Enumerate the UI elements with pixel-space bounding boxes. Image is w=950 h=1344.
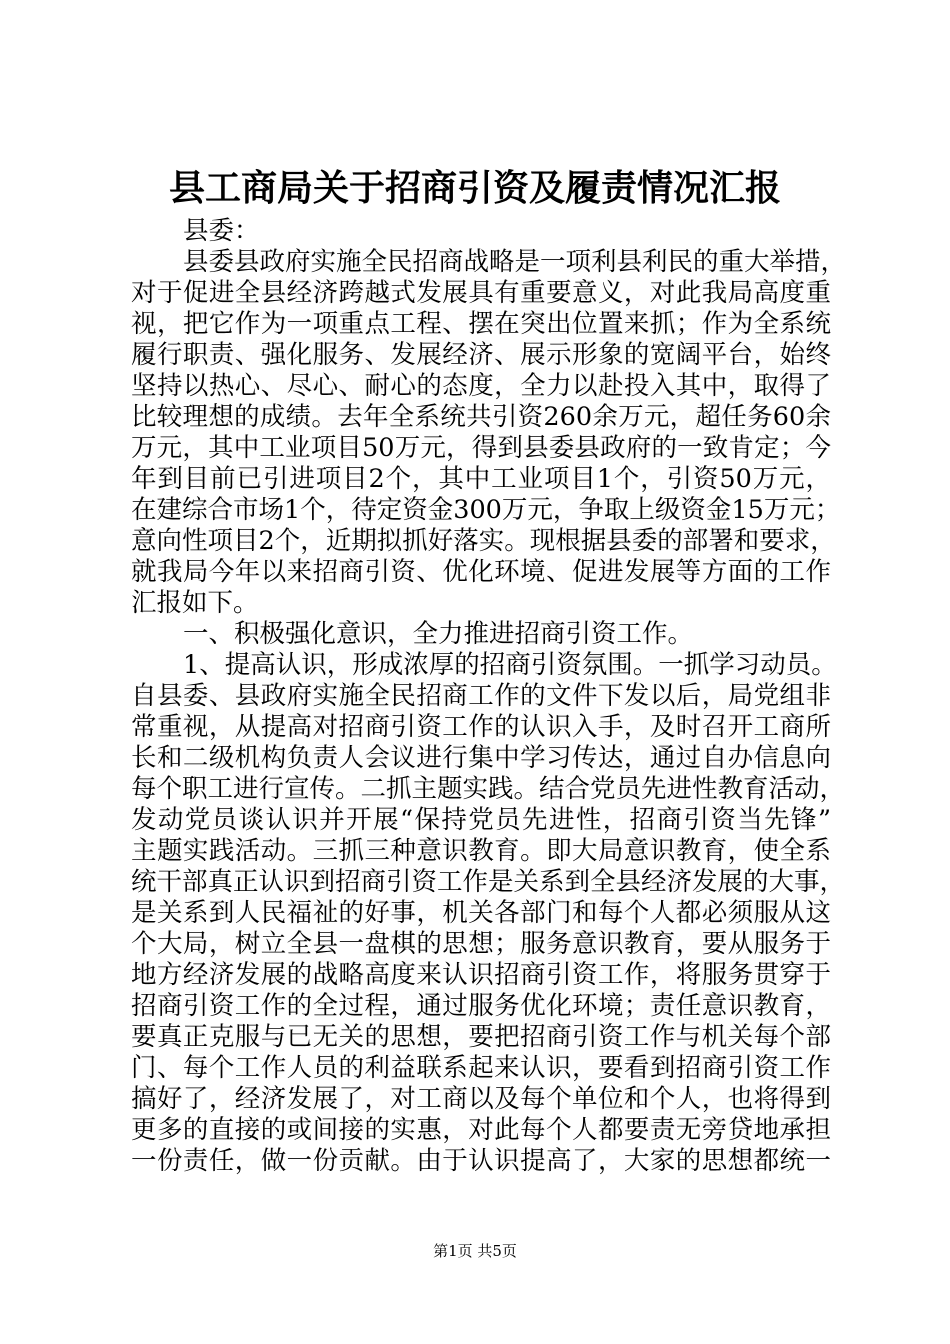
paragraph-line: 搞好了，经济发展了，对工商以及每个单位和个人，也将得到 — [131, 1084, 831, 1114]
paragraph-line: 常重视，从提高对招商引资工作的认识入手，及时召开工商所 — [131, 712, 831, 742]
paragraph-line: 地方经济发展的战略高度来认识招商引资工作，将服务贯穿于 — [131, 960, 831, 990]
paragraph-line: 对于促进全县经济跨越式发展具有重要意义，对此我局高度重 — [131, 278, 831, 308]
paragraph-line: 发动党员谈认识并开展“保持党员先进性，招商引资当先锋” — [131, 805, 831, 835]
paragraph-line: 门、每个工作人员的利益联系起来认识，要看到招商引资工作 — [131, 1053, 831, 1083]
paragraph-line: 就我局今年以来招商引资、优化环境、促进发展等方面的工作 — [131, 557, 831, 587]
paragraph-line: 每个职工进行宣传。二抓主题实践。结合党员先进性教育活动， — [131, 774, 846, 804]
paragraph-line: 主题实践活动。三抓三种意识教育。即大局意识教育，使全系 — [131, 836, 831, 866]
salutation: 县委： — [183, 216, 260, 246]
page-number: 第1页 共5页 — [433, 1242, 517, 1260]
document-body — [131, 216, 847, 1177]
paragraph-line: 在建综合市场1个，待定资金300万元，争取上级资金15万元； — [131, 495, 841, 525]
paragraph-line: 坚持以热心、尽心、耐心的态度，全力以赴投入其中，取得了 — [131, 371, 831, 401]
paragraph-line: 年到目前已引进项目2个，其中工业项目1个，引资50万元， — [131, 464, 831, 494]
paragraph-line: 长和二级机构负责人会议进行集中学习传达，通过自办信息向 — [131, 743, 831, 773]
paragraph-line: 是关系到人民福祉的好事，机关各部门和每个人都必须服从这 — [131, 898, 831, 928]
paragraph-line: 个大局，树立全县一盘棋的思想；服务意识教育，要从服务于 — [131, 929, 831, 959]
paragraph-line: 万元，其中工业项目50万元，得到县委县政府的一致肯定；今 — [131, 433, 831, 463]
document-title: 县工商局关于招商引资及履责情况汇报 — [168, 167, 781, 209]
paragraph-line: 意向性项目2个，近期拟抓好落实。现根据县委的部署和要求， — [131, 526, 836, 556]
paragraph-line: 自县委、县政府实施全民招商工作的文件下发以后，局党组非 — [131, 681, 831, 711]
paragraph-line: 履行职责、强化服务、发展经济、展示形象的宽阔平台，始终 — [131, 340, 831, 370]
section-heading: 一、积极强化意识，全力推进招商引资工作。 — [183, 619, 694, 649]
paragraph-line: 县委县政府实施全民招商战略是一项利县利民的重大举措， — [183, 247, 847, 277]
paragraph-line: 视，把它作为一项重点工程、摆在突出位置来抓；作为全系统 — [131, 309, 831, 339]
paragraph-line: 招商引资工作的全过程，通过服务优化环境；责任意识教育， — [131, 991, 831, 1021]
paragraph-line: 汇报如下。 — [131, 588, 259, 618]
paragraph-line: 更多的直接的或间接的实惠，对此每个人都要责无旁贷地承担 — [131, 1115, 831, 1145]
paragraph-line: 要真正克服与已无关的思想，要把招商引资工作与机关每个部 — [131, 1022, 831, 1052]
paragraph-line: 统干部真正认识到招商引资工作是关系到全县经济发展的大事， — [131, 867, 846, 897]
paragraph-line: 一份责任，做一份贡献。由于认识提高了，大家的思想都统一 — [131, 1146, 831, 1176]
paragraph-line: 比较理想的成绩。去年全系统共引资260余万元，超任务60余 — [131, 402, 831, 432]
subsection-heading: 1、提高认识，形成浓厚的招商引资氛围。一抓学习动员。 — [183, 650, 837, 680]
